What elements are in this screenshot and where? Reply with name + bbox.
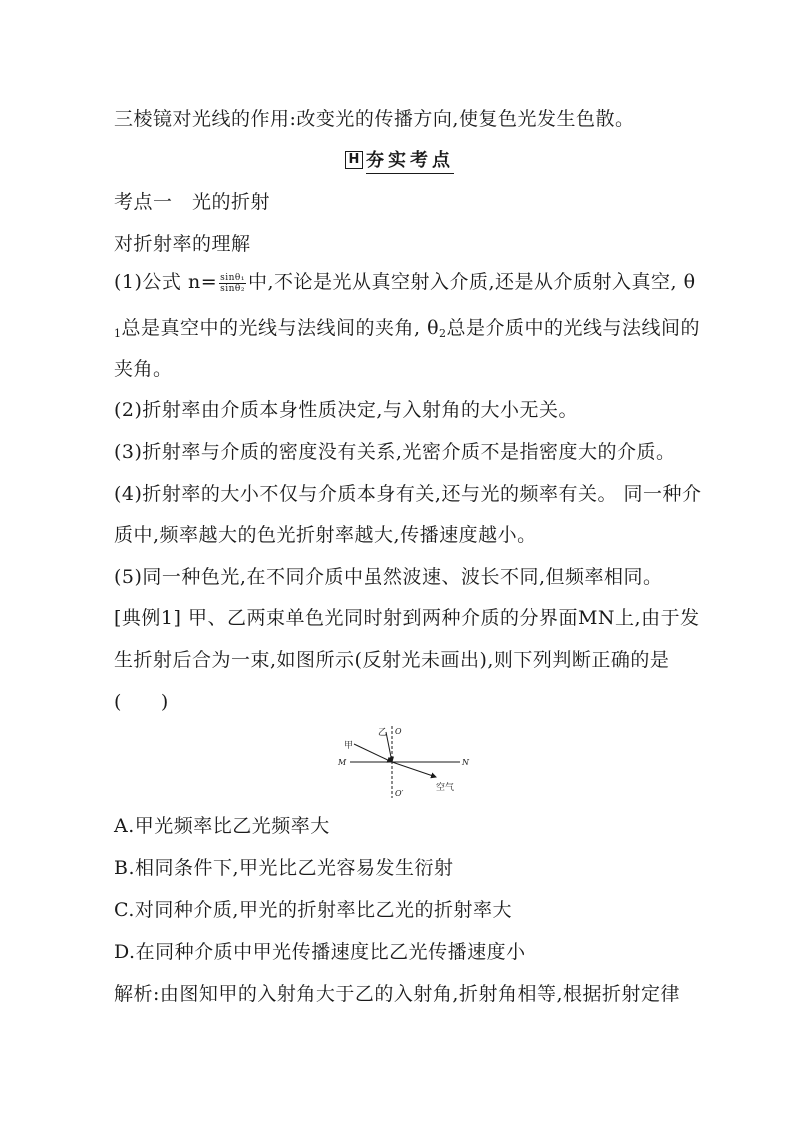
- item-1-after-formula: 中,不论是光从真空射入介质,还是从介质射入真空, θ: [247, 271, 696, 293]
- item-3: (3)折射率与介质的密度没有关系,光密介质不是指密度大的介质。: [114, 441, 676, 463]
- label-n: N: [462, 758, 469, 767]
- option-c: C.对同种介质,甲光的折射率比乙光的折射率大: [114, 899, 512, 921]
- section-h-icon: H: [345, 151, 363, 169]
- section-title: 夯实考点: [366, 146, 454, 174]
- item-4-line-1: (4)折射率的大小不仅与介质本身有关,还与光的频率有关。 同一种介: [114, 483, 702, 505]
- item-1-line-3: 夹角。: [114, 358, 173, 380]
- intro-text: 三棱镜对光线的作用:改变光的传播方向,使复色光发生色散。: [114, 108, 635, 130]
- option-b: B.相同条件下,甲光比乙光容易发生衍射: [114, 857, 454, 879]
- label-o-prime: O′: [395, 789, 404, 798]
- label-yi: 乙: [378, 728, 388, 738]
- formula-denominator: sinθ₂: [220, 283, 245, 294]
- refraction-formula: [219, 273, 246, 294]
- ray-jia: [354, 744, 392, 762]
- item-1-line-1: [114, 270, 696, 294]
- refracted-ray: [392, 762, 436, 777]
- example-line-3: ( ): [114, 691, 169, 713]
- formula-numerator: sinθ₁: [220, 272, 245, 283]
- option-a: A.甲光频率比乙光频率大: [114, 815, 330, 837]
- theta-2-subscript: 2: [439, 327, 447, 340]
- sub-title: 对折射率的理解: [114, 233, 251, 255]
- point-title: 考点一 光的折射: [114, 191, 271, 213]
- label-jia: 甲: [344, 741, 354, 751]
- item-1-prefix: (1)公式 n=: [114, 271, 218, 293]
- label-o: O: [395, 727, 402, 736]
- option-d: D.在同种介质中甲光传播速度比乙光传播速度小: [114, 941, 526, 963]
- analysis-text: 解析:由图知甲的入射角大于乙的入射角,折射角相等,根据折射定律: [114, 983, 680, 1005]
- item-1-end: 总是介质中的光线与法线间的: [446, 317, 701, 339]
- label-m: M: [338, 758, 347, 767]
- item-1-line-2: [114, 316, 700, 346]
- item-4-line-2: 质中,频率越大的色光折射率越大,传播速度越小。: [114, 524, 537, 546]
- item-2: (2)折射率由介质本身性质决定,与入射角的大小无关。: [114, 399, 578, 421]
- section-heading: [345, 148, 454, 172]
- item-1-mid: 总是真空中的光线与法线间的夹角, θ: [121, 317, 440, 339]
- example-line-1: [典例1] 甲、乙两束单色光同时射到两种介质的分界面MN上,由于发: [114, 607, 700, 629]
- theta-1-subscript: 1: [114, 327, 122, 340]
- item-5: (5)同一种色光,在不同介质中虽然波速、波长不同,但频率相同。: [114, 566, 663, 588]
- example-line-2: 生折射后合为一束,如图所示(反射光未画出),则下列判断正确的是: [114, 649, 670, 671]
- label-air: 空气: [436, 783, 455, 793]
- refraction-diagram: [330, 722, 470, 802]
